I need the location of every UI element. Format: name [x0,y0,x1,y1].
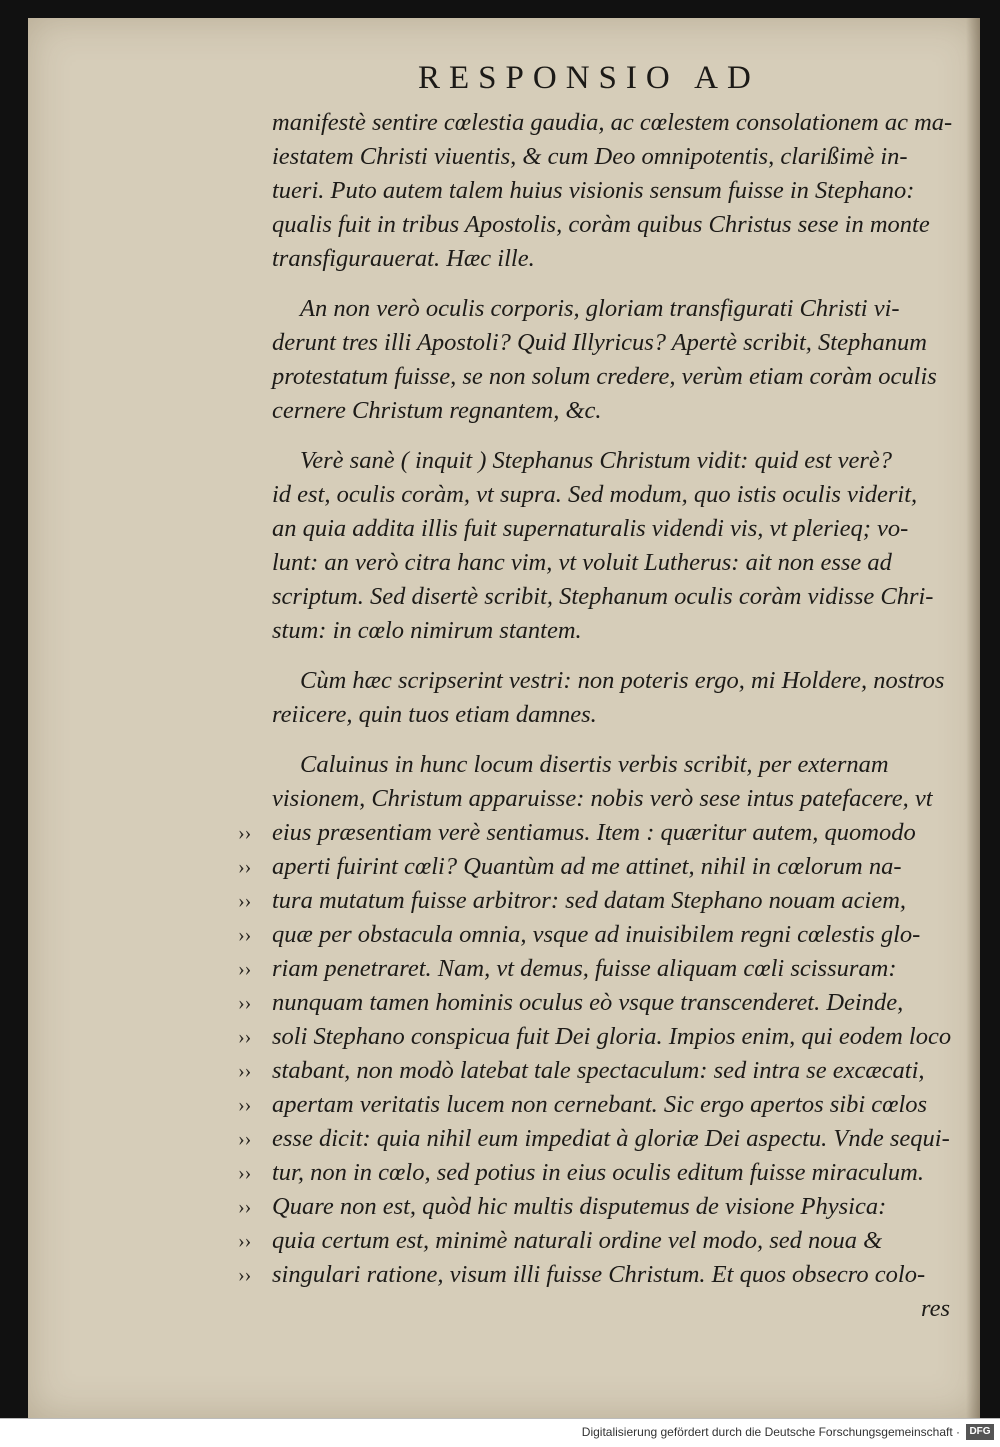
line-text: scriptum. Sed disertè scribit, Stephanum oculis coràm vidisse Chri- [272,583,934,610]
line-text: Cùm hæc scripserint vestri: non poteris ergo, mi Holdere, nostros [300,667,945,694]
line-text: qualis fuit in tribus Apostolis, coràm quibus Christus sese in monte [272,211,930,238]
text-line [238,918,972,952]
text-line [238,884,972,918]
text-line [272,698,972,732]
line-text: id est, oculis coràm, vt supra. Sed modum, quo istis oculis viderit, [272,481,918,508]
catchword-line [272,1292,972,1326]
line-text: stabant, non modò latebat tale spectaculum: sed intra se excæcati, [272,1057,925,1084]
paragraph [272,106,972,276]
text-line [238,1258,972,1292]
quotation-mark: ›› [238,1196,252,1218]
text-block [238,106,972,1326]
text-line [238,1224,972,1258]
line-text: esse dicit: quia nihil eum impediat à gloriæ Dei aspectu. Vnde sequi- [272,1125,950,1152]
quotation-mark: ›› [238,822,252,844]
paragraph-gap [272,648,972,664]
line-text: eius præsentiam verè sentiamus. Item : quæritur autem, quomodo [272,819,916,846]
dfg-logo-icon: DFG [966,1424,994,1440]
text-line [272,208,972,242]
line-text: protestatum fuisse, se non solum credere, verùm etiam coràm oculis [272,363,937,390]
quotation-mark: ›› [238,1128,252,1150]
text-line [238,816,972,850]
text-line [272,614,972,648]
line-text: apertam veritatis lucem non cernebant. Sic ergo apertos sibi cœlos [272,1091,928,1118]
quotation-mark: ›› [238,1026,252,1048]
quotation-mark: ›› [238,1094,252,1116]
text-line [272,242,972,276]
line-text: manifestè sentire cœlestia gaudia, ac cœlestem consolationem ac ma- [272,109,953,136]
text-line [238,850,972,884]
text-line [272,664,972,698]
text-line [238,1088,972,1122]
line-text: reiicere, quin tuos etiam damnes. [272,701,597,728]
line-text: derunt tres illi Apostoli? Quid Illyricus? Apertè scribit, Stephanum [272,329,927,356]
running-head: RESPONSIO AD [418,60,760,96]
text-line [238,1190,972,1224]
line-text: transfigurauerat. Hæc ille. [272,245,535,272]
line-text: stum: in cœlo nimirum stantem. [272,617,582,644]
text-line [238,1122,972,1156]
line-text: an quia addita illis fuit supernaturalis videndi vis, vt plerieq; vo- [272,515,909,542]
line-text: lunt: an verò citra hanc vim, vt voluit Lutherus: ait non esse ad [272,549,892,576]
paragraph [272,664,972,732]
paragraph-gap [272,732,972,748]
text-line [272,580,972,614]
paragraph [272,292,972,428]
text-line [238,1020,972,1054]
text-line [238,1156,972,1190]
text-line [272,748,972,782]
paragraph [272,444,972,648]
text-line [272,478,972,512]
footer-bar [0,1418,1000,1447]
book-page [28,18,980,1418]
quotation-mark: ›› [238,992,252,1014]
line-text: riam penetraret. Nam, vt demus, fuisse aliquam cœli scissuram: [272,955,897,982]
text-line [272,444,972,478]
text-line [272,782,972,816]
text-line [272,360,972,394]
text-line [272,292,972,326]
text-line [238,1054,972,1088]
catchword: res [920,1295,950,1322]
line-text: tura mutatum fuisse arbitror: sed datam Stephano nouam aciem, [272,887,907,914]
text-line [238,952,972,986]
line-text: soli Stephano conspicua fuit Dei gloria. Impios enim, qui eodem loco [272,1023,952,1050]
line-text: iestatem Christi viuentis, & cum Deo omnipotentis, clarißimè in- [272,143,908,170]
line-text: aperti fuirint cœli? Quantùm ad me attinet, nihil in cœlorum na- [272,853,902,880]
text-line [272,394,972,428]
text-line [272,106,972,140]
paragraph-gap [272,428,972,444]
quotation-mark: ›› [238,1060,252,1082]
line-text: tueri. Puto autem talem huius visionis sensum fuisse in Stephano: [272,177,915,204]
line-text: visionem, Christum apparuisse: nobis verò sese intus patefacere, vt [272,785,933,812]
line-text: An non verò oculis corporis, gloriam transfigurati Christi vi- [300,295,900,322]
quotation-mark: ›› [238,856,252,878]
quotation-mark: ›› [238,1162,252,1184]
text-line [272,512,972,546]
line-text: singulari ratione, visum illi fuisse Christum. Et quos obsecro colo- [272,1261,926,1288]
line-text: quæ per obstacula omnia, vsque ad inuisibilem regni cœlestis glo- [272,921,921,948]
paragraph [238,748,972,1292]
quotation-mark: ›› [238,958,252,980]
line-text: cernere Christum regnantem, &c. [272,397,602,424]
line-text: Quare non est, quòd hic multis disputemus de visione Physica: [272,1193,887,1220]
line-text: Caluinus in hunc locum disertis verbis scribit, per externam [300,751,889,778]
quotation-mark: ›› [238,1230,252,1252]
text-line [272,326,972,360]
text-line [238,986,972,1020]
footer-credit: Digitalisierung gefördert durch die Deutsche Forschungsgemeinschaft · [581,1425,960,1439]
text-line [272,546,972,580]
line-text: quia certum est, minimè naturali ordine vel modo, sed noua & [272,1227,883,1254]
quotation-mark: ›› [238,924,252,946]
text-line [272,140,972,174]
line-text: Verè sanè ( inquit ) Stephanus Christum vidit: quid est verè? [300,447,892,474]
line-text: nunquam tamen hominis oculus eò vsque transcenderet. Deinde, [272,989,904,1016]
quotation-mark: ›› [238,1264,252,1286]
quotation-mark: ›› [238,890,252,912]
paragraph-gap [272,276,972,292]
line-text: tur, non in cœlo, sed potius in eius oculis editum fuisse miraculum. [272,1159,924,1186]
text-line [272,174,972,208]
